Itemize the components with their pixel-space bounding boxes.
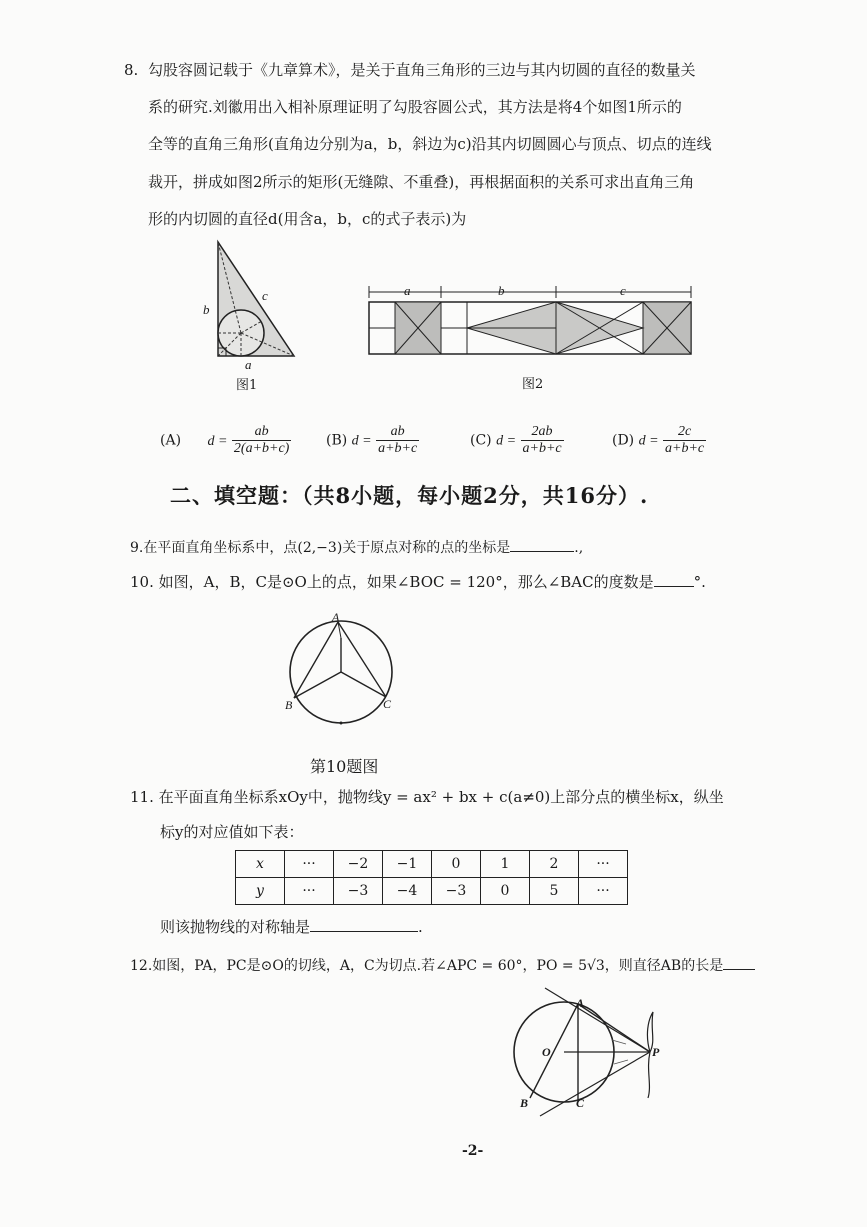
q11-value-table bbox=[235, 850, 628, 905]
table-cell: y bbox=[236, 878, 285, 905]
option-lhs: d = bbox=[496, 433, 517, 449]
q10-label-c: C bbox=[383, 697, 392, 711]
table-cell: 5 bbox=[530, 878, 579, 905]
q11-answer-blank[interactable] bbox=[310, 917, 418, 932]
q10-label-a: A bbox=[332, 610, 340, 624]
table-row bbox=[236, 878, 628, 905]
q8-fig1-caption: 图1 bbox=[236, 378, 258, 393]
option-fraction bbox=[521, 424, 564, 457]
option-letter: (D) bbox=[612, 432, 635, 449]
q8-option-a bbox=[160, 424, 291, 457]
q10-tail: °. bbox=[693, 573, 706, 591]
q8-fig2-label-b: b bbox=[498, 283, 505, 298]
q8-figure-2 bbox=[366, 283, 696, 359]
q10-line bbox=[130, 572, 706, 592]
q10-figure bbox=[280, 612, 405, 732]
q8-fig1-label-c: c bbox=[262, 288, 268, 303]
table-cell: −3 bbox=[432, 878, 481, 905]
q8-line-5: 形的内切圆的直径d(用含a，b，c的式子表示)为 bbox=[148, 210, 467, 228]
option-fraction bbox=[376, 424, 419, 457]
q9-text: 9.在平面直角坐标系中，点(2,−3)关于原点对称的点的坐标是 bbox=[130, 540, 511, 556]
q8-line-2: 系的研究.刘徽用出入相补原理证明了勾股容圆公式，其方法是将4个如图1所示的 bbox=[148, 98, 682, 116]
fraction-denominator: a+b+c bbox=[522, 441, 562, 456]
q12-label-p: P bbox=[652, 1045, 660, 1059]
q8-fig1-label-a: a bbox=[245, 357, 252, 372]
option-letter: (C) bbox=[470, 432, 492, 449]
fraction-denominator: a+b+c bbox=[665, 441, 705, 456]
table-row bbox=[236, 851, 628, 878]
q8-option-d bbox=[612, 424, 706, 457]
table-cell: 0 bbox=[432, 851, 481, 878]
q11-answer-tail: . bbox=[418, 918, 423, 936]
q9-answer-blank[interactable] bbox=[510, 537, 574, 552]
page-number: -2- bbox=[462, 1143, 484, 1159]
option-fraction bbox=[663, 424, 706, 457]
fraction-denominator: 2(a+b+c) bbox=[233, 441, 290, 456]
q12-text: 12.如图，PA，PC是⊙O的切线，A，C为切点.若∠APC = 60°，PO = 5√3，则直径AB的长是 bbox=[130, 958, 724, 974]
q11-line-2: 标y的对应值如下表： bbox=[160, 823, 304, 841]
fraction-numerator: 2ab bbox=[521, 424, 564, 441]
q9-tail: ., bbox=[574, 540, 584, 556]
option-lhs: d = bbox=[638, 433, 659, 449]
q12-answer-blank[interactable] bbox=[723, 955, 755, 970]
q8-figure-1 bbox=[196, 236, 306, 366]
q10-answer-blank[interactable] bbox=[654, 572, 694, 587]
option-lhs: d = bbox=[207, 433, 228, 449]
fraction-denominator: a+b+c bbox=[378, 441, 418, 456]
q8-fig2-label-a: a bbox=[404, 283, 411, 298]
q12-label-b: B bbox=[520, 1096, 529, 1110]
table-cell: ··· bbox=[579, 851, 628, 878]
q8-line-1: 勾股容圆记载于《九章算术》，是关于直角三角形的三边与其内切圆的直径的数量关 bbox=[148, 61, 696, 79]
option-letter: (B) bbox=[326, 432, 348, 449]
q8-option-b bbox=[326, 424, 419, 457]
fraction-numerator: 2c bbox=[663, 424, 706, 441]
q8-option-c bbox=[470, 424, 564, 457]
q8-line-3: 全等的直角三角形(直角边分别为a，b，斜边为c)沿其内切圆圆心与顶点、切点的连线 bbox=[148, 135, 712, 153]
q10-label-b: B bbox=[285, 698, 293, 712]
q12-label-o: O bbox=[542, 1045, 551, 1059]
q8-fig1-label-b: b bbox=[203, 302, 210, 317]
q12-label-c: C bbox=[576, 1096, 585, 1110]
option-letter: (A) bbox=[160, 432, 182, 449]
table-cell: −3 bbox=[334, 878, 383, 905]
q12-line bbox=[130, 955, 755, 976]
q11-answer-line bbox=[160, 917, 423, 937]
option-lhs: d = bbox=[351, 433, 372, 449]
section-2-title: 二、填空题：（共8小题，每小题2分，共16分）. bbox=[170, 483, 649, 508]
q12-label-a: A bbox=[576, 996, 585, 1010]
q8-fig2-label-c: c bbox=[620, 283, 626, 298]
table-cell: 1 bbox=[481, 851, 530, 878]
table-cell: −2 bbox=[334, 851, 383, 878]
table-cell: −1 bbox=[383, 851, 432, 878]
table-cell: ··· bbox=[285, 878, 334, 905]
table-cell: ··· bbox=[285, 851, 334, 878]
fraction-numerator: ab bbox=[232, 424, 291, 441]
table-cell: 2 bbox=[530, 851, 579, 878]
table-cell: ··· bbox=[579, 878, 628, 905]
q8-line-4: 裁开，拼成如图2所示的矩形(无缝隙、不重叠)，再根据面积的关系可求出直角三角 bbox=[148, 173, 695, 191]
table-cell: x bbox=[236, 851, 285, 878]
q8-number: 8. bbox=[124, 61, 139, 79]
q9-line bbox=[130, 537, 583, 558]
q11-line-1: 11. 在平面直角坐标系xOy中，抛物线y = ax² + bx + c(a≠0)上部分点的横坐标x，纵坐 bbox=[130, 788, 724, 806]
fraction-numerator: ab bbox=[376, 424, 419, 441]
option-fraction bbox=[232, 424, 291, 457]
table-cell: 0 bbox=[481, 878, 530, 905]
q8-fig2-caption: 图2 bbox=[522, 377, 544, 392]
q10-text: 10. 如图，A，B，C是⊙O上的点，如果∠BOC = 120°，那么∠BAC的度数是 bbox=[130, 573, 654, 591]
table-cell: −4 bbox=[383, 878, 432, 905]
q11-answer-prefix: 则该抛物线的对称轴是 bbox=[160, 918, 311, 936]
q10-caption: 第10题图 bbox=[310, 757, 379, 776]
